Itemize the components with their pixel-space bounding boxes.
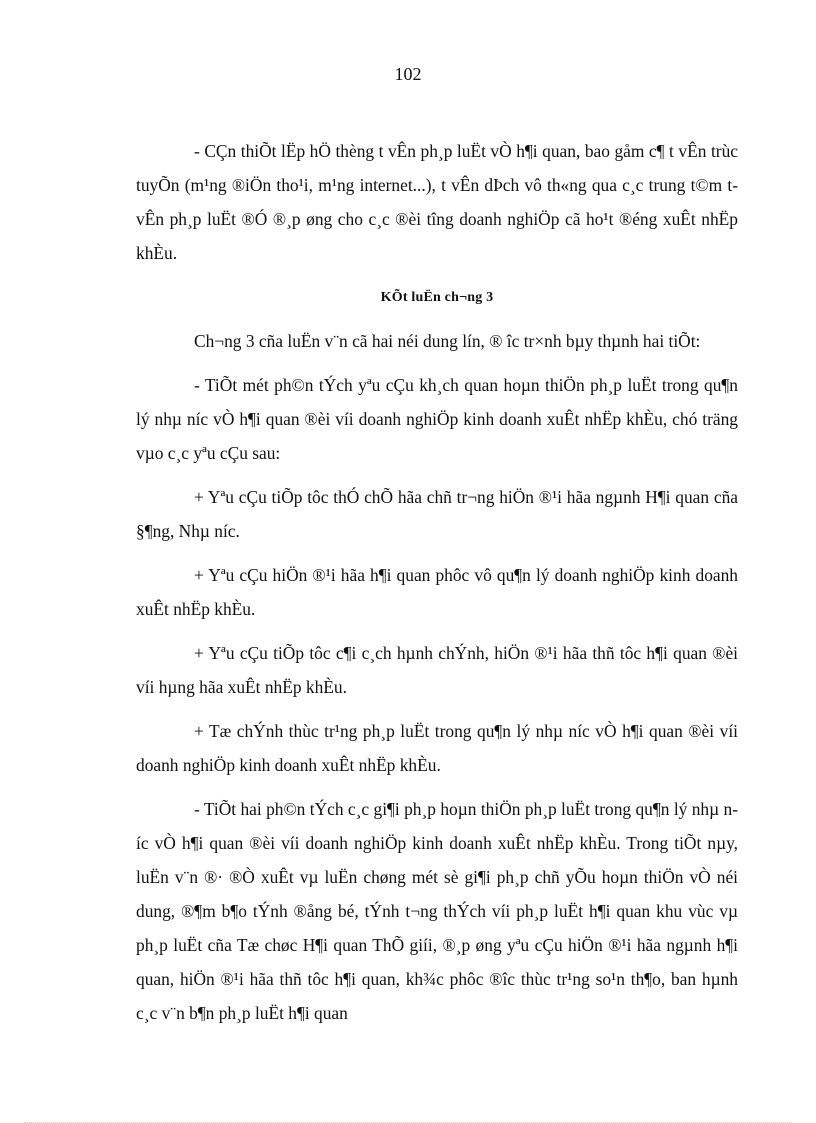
paragraph: - TiÕt hai ph©n tÝch c¸c gi¶i ph¸p hoµn thiÖn ph¸p luËt trong qu¶n lý nhµ níc vÒ h¶i quan ®èi víi doanh nghiÖp kinh doanh xuÊt nhËp khÈu. Trong tiÕt nµy, luËn v¨n ®· ®Ò xuÊt vµ luËn chøng mét sè gi¶i ph¸p chñ yÕu hoµn thiÖn vÒ néi dung, ®¶m b¶o tÝnh ®ång bé, tÝnh t¬ng thÝch víi ph¸p luËt h¶i quan khu vùc vµ ph¸p luËt cña Tæ chøc H¶i quan ThÕ giíi, ®¸p øng yªu cÇu hiÖn ®¹i hãa ngµnh h¶i quan, hiÖn ®¹i hãa thñ tôc h¶i quan, kh¾c phôc ®îc thùc tr¹ng so¹n th¶o, ban hµnh c¸c v¨n b¶n ph¸p luËt h¶i quan <box>136 799 738 1023</box>
paragraph: + Yªu cÇu tiÕp tôc thÓ chÕ hãa chñ tr¬ng hiÖn ®¹i hãa ngµnh H¶i quan cña §¶ng, Nhµ níc. <box>136 487 738 541</box>
paragraph: Ch¬ng 3 cña luËn v¨n cã hai néi dung lín, ® îc tr×nh bµy thµnh hai tiÕt: <box>194 331 701 351</box>
document-body <box>136 134 738 1040</box>
paragraph: + Yªu cÇu tiÕp tôc c¶i c¸ch hµnh chÝnh, hiÖn ®¹i hãa thñ tôc h¶i quan ®èi víi hµng hãa xuÊt nhËp khÈu. <box>136 643 738 697</box>
page-number: 102 <box>394 64 422 84</box>
paragraph: - TiÕt mét ph©n tÝch yªu cÇu kh¸ch quan hoµn thiÖn ph¸p luËt trong qu¶n lý nhµ níc vÒ h¶i quan ®èi víi doanh nghiÖp kinh doanh xuÊt nhËp khÈu, chó träng vµo c¸c yªu cÇu sau: <box>136 375 738 463</box>
section-heading: KÕt luËn ch¬ng 3 <box>380 290 494 305</box>
paragraph: - CÇn thiÕt lËp hÖ thèng t vÊn ph¸p luËt vÒ h¶i quan, bao gåm c¶ t vÊn trùc tuyÕn (m¹ng ®iÖn tho¹i, m¹ng internet...), t vÊn dÞch vô th«ng qua c¸c trung t©m t vÊn ph¸p luËt ®Ó ®¸p øng cho c¸c ®èi tîng doanh nghiÖp cã ho¹t ®éng xuÊt nhËp khÈu. <box>136 141 738 263</box>
paragraph: + Tæ chÝnh thùc tr¹ng ph¸p luËt trong qu¶n lý nhµ níc vÒ h¶i quan ®èi víi doanh nghiÖp kinh doanh xuÊt nhËp khÈu. <box>136 721 738 775</box>
paragraph: + Yªu cÇu hiÖn ®¹i hãa h¶i quan phôc vô qu¶n lý doanh nghiÖp kinh doanh xuÊt nhËp khÈu. <box>136 565 738 619</box>
